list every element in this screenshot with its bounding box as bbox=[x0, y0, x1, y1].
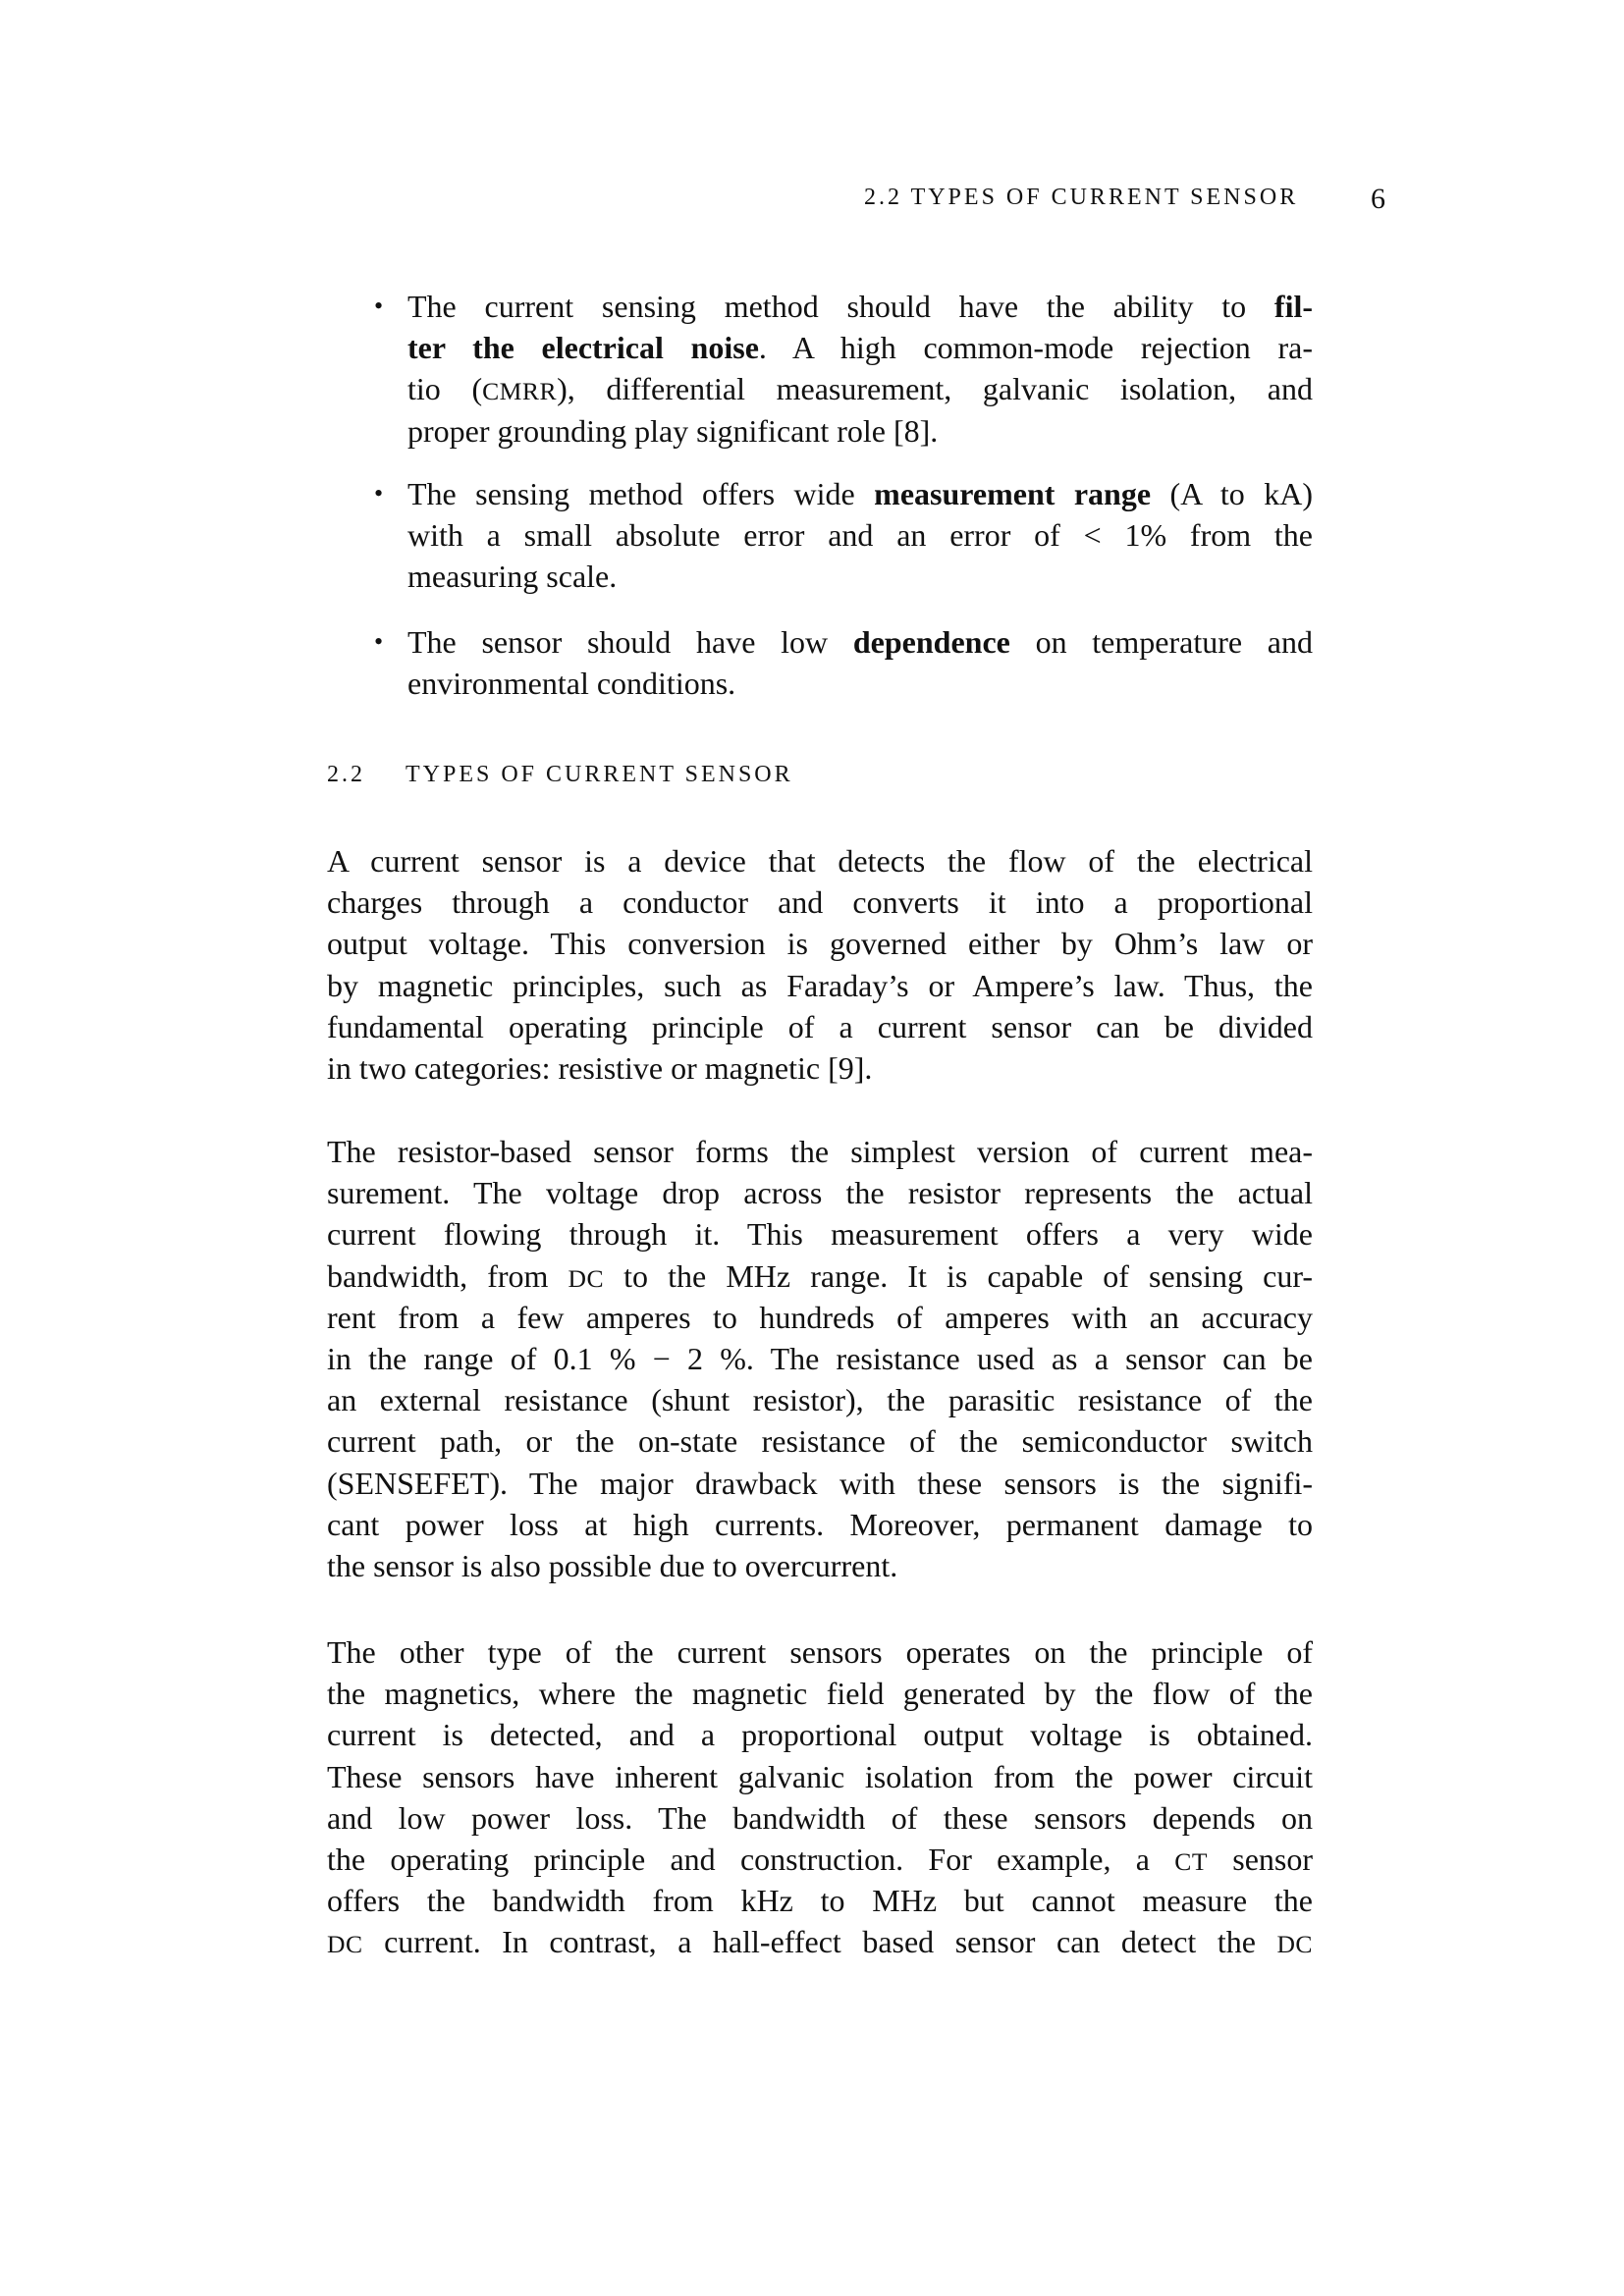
text-segment: These sensors have inherent galvanic isolation from the power circuit bbox=[327, 1758, 1313, 1794]
text-line bbox=[327, 1921, 1313, 1962]
running-header-title: 2.2 TYPES OF CURRENT SENSOR bbox=[864, 185, 1299, 210]
text-segment: offers the bandwidth from kHz to MHz but cannot measure the bbox=[327, 1883, 1313, 1919]
text-segment: cant power loss at high currents. Moreover, permanent damage to bbox=[327, 1506, 1313, 1542]
text-line bbox=[327, 1714, 1313, 1755]
abbreviation: DC bbox=[1276, 1930, 1313, 1959]
text-segment: rent from a few amperes to hundreds of amperes with an accuracy bbox=[327, 1299, 1313, 1335]
text-line bbox=[327, 1006, 1313, 1047]
paragraph bbox=[327, 1131, 1313, 1586]
bullet-icon: • bbox=[374, 479, 384, 507]
text-segment: tio ( bbox=[407, 371, 483, 407]
text-segment: The other type of the current sensors operates on the principle of bbox=[327, 1634, 1313, 1670]
text-segment: by magnetic principles, such as Faraday’s or Ampere’s law. Thus, the bbox=[327, 967, 1313, 1003]
text-line bbox=[327, 1631, 1313, 1673]
text-segment: charges through a conductor and converts it into a proportional bbox=[327, 884, 1313, 921]
bullet-item bbox=[374, 286, 1314, 452]
text-line bbox=[327, 1255, 1313, 1297]
text-line bbox=[327, 1338, 1313, 1379]
bold-text: measurement range bbox=[874, 476, 1152, 511]
text-line bbox=[407, 556, 1313, 597]
text-segment: the sensor is also possible due to overcurrent. bbox=[327, 1547, 898, 1583]
abbreviation: DC bbox=[568, 1263, 605, 1293]
text-line bbox=[327, 923, 1313, 964]
text-segment: and low power loss. The bandwidth of these sensors depends on bbox=[327, 1799, 1313, 1836]
bold-text: dependence bbox=[852, 624, 1010, 660]
text-segment: the magnetics, where the magnetic field generated by the flow of the bbox=[327, 1676, 1313, 1712]
bullet-icon: • bbox=[374, 292, 384, 320]
section-title: TYPES OF CURRENT SENSOR bbox=[406, 762, 793, 787]
bullet-item bbox=[374, 473, 1314, 598]
text-line bbox=[327, 1172, 1313, 1213]
text-segment: sensor bbox=[1207, 1841, 1314, 1877]
text-segment: proper grounding play significant role [8]. bbox=[407, 412, 939, 449]
text-segment: current. In contrast, a hall-effect based sensor can detect the bbox=[362, 1924, 1277, 1960]
text-line bbox=[327, 1213, 1313, 1255]
text-segment: ), differential measurement, galvanic isolation, and bbox=[557, 371, 1314, 407]
text-line bbox=[327, 1131, 1313, 1172]
section-number: 2.2 bbox=[327, 762, 365, 787]
text-segment: The current sensing method should have the ability to bbox=[407, 289, 1274, 324]
text-line bbox=[327, 1504, 1313, 1545]
text-line bbox=[327, 881, 1313, 923]
text-segment: current path, or the on-state resistance of the semiconductor switch bbox=[327, 1423, 1313, 1460]
text-line bbox=[407, 327, 1313, 368]
bold-text: ter the electrical noise bbox=[407, 330, 759, 366]
text-segment: fundamental operating principle of a current sensor can be divided bbox=[327, 1008, 1313, 1044]
section-heading bbox=[327, 762, 793, 788]
abbreviation: CMRR bbox=[482, 377, 558, 406]
text-line bbox=[327, 1797, 1313, 1839]
text-line bbox=[327, 1839, 1313, 1880]
text-segment: in the range of 0.1 % − 2 %. The resistance used as a sensor can be bbox=[327, 1340, 1313, 1376]
text-segment: . A high common-mode rejection ra- bbox=[758, 330, 1314, 366]
text-segment: on temperature and bbox=[1009, 624, 1314, 660]
text-segment: The sensing method offers wide bbox=[407, 476, 875, 511]
text-segment: (A to kA) bbox=[1151, 476, 1314, 511]
text-line bbox=[327, 1673, 1313, 1714]
text-segment: (SENSEFET). The major drawback with these sensors is the signifi- bbox=[327, 1465, 1313, 1501]
text-segment: in two categories: resistive or magnetic [9]. bbox=[327, 1049, 873, 1086]
text-segment: environmental conditions. bbox=[407, 666, 736, 702]
text-segment: current flowing through it. This measurement offers a very wide bbox=[327, 1216, 1313, 1253]
text-segment: bandwidth, from bbox=[327, 1257, 568, 1294]
text-segment: surement. The voltage drop across the resistor represents the actual bbox=[327, 1175, 1313, 1211]
abbreviation: DC bbox=[327, 1930, 363, 1959]
text-line bbox=[327, 1463, 1313, 1504]
text-line bbox=[327, 965, 1313, 1006]
paragraph bbox=[327, 840, 1313, 1089]
bullet-icon: • bbox=[374, 627, 384, 656]
text-line bbox=[327, 1420, 1313, 1462]
paragraph bbox=[327, 1631, 1313, 1963]
text-line bbox=[327, 1880, 1313, 1921]
text-segment: output voltage. This conversion is governed either by Ohm’s law or bbox=[327, 926, 1313, 962]
text-segment: the operating principle and construction. For example, a bbox=[327, 1841, 1175, 1877]
text-line bbox=[327, 1379, 1313, 1420]
bold-text: fil- bbox=[1273, 289, 1313, 324]
bullet-item bbox=[374, 621, 1314, 704]
text-segment: measuring scale. bbox=[407, 559, 618, 595]
text-line bbox=[407, 514, 1313, 556]
text-line bbox=[407, 368, 1313, 409]
text-segment: The sensor should have low bbox=[407, 624, 853, 660]
text-line bbox=[327, 840, 1313, 881]
text-line bbox=[407, 410, 1313, 452]
abbreviation: CT bbox=[1174, 1846, 1208, 1876]
text-line bbox=[327, 1756, 1313, 1797]
text-segment: an external resistance (shunt resistor), the parasitic resistance of the bbox=[327, 1382, 1313, 1418]
text-segment: to the MHz range. It is capable of sensing cur- bbox=[604, 1257, 1314, 1294]
text-line bbox=[407, 621, 1313, 663]
text-line bbox=[407, 663, 1313, 704]
text-segment: with a small absolute error and an error of < 1% from the bbox=[407, 517, 1313, 554]
text-segment: The resistor-based sensor forms the simplest version of current mea- bbox=[327, 1134, 1313, 1169]
page-number: 6 bbox=[1371, 183, 1385, 215]
text-line bbox=[327, 1545, 1313, 1586]
text-segment: current is detected, and a proportional output voltage is obtained. bbox=[327, 1717, 1313, 1753]
text-line bbox=[327, 1297, 1313, 1338]
text-segment: A current sensor is a device that detects the flow of the electrical bbox=[327, 843, 1313, 879]
text-line bbox=[327, 1047, 1313, 1089]
text-line bbox=[407, 286, 1313, 327]
text-line bbox=[407, 473, 1313, 514]
